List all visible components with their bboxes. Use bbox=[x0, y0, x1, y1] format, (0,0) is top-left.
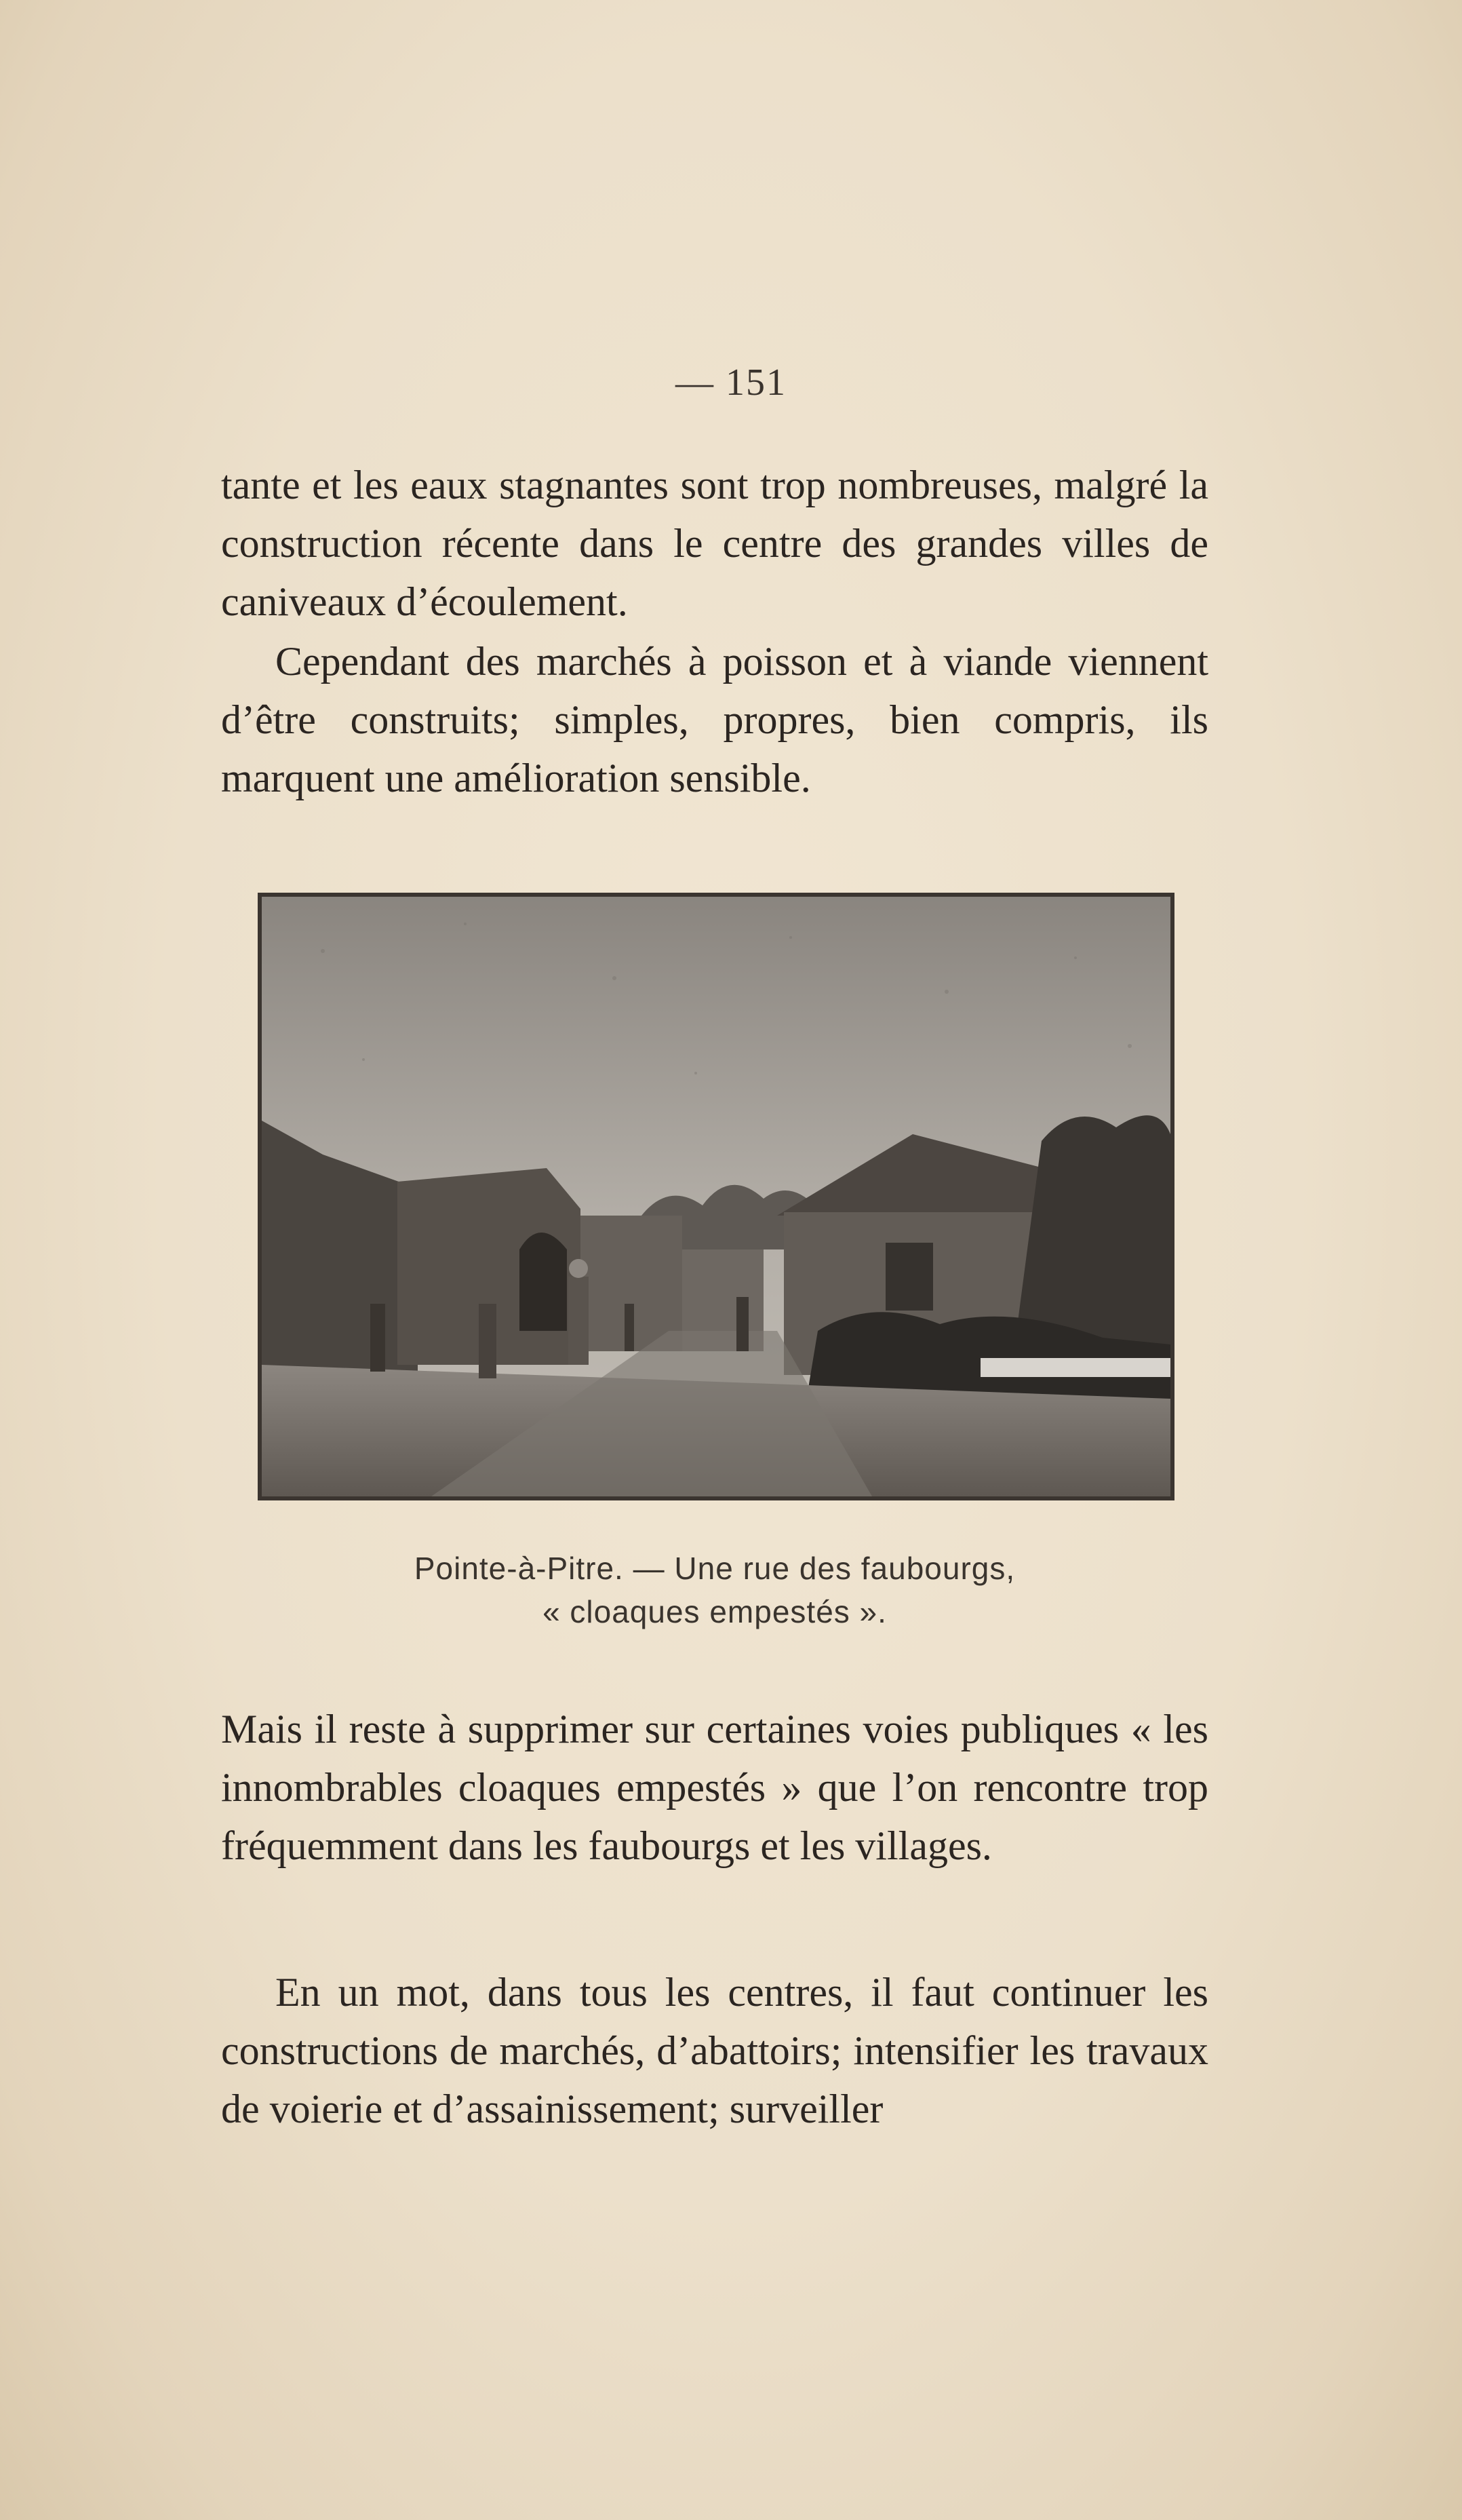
paragraph-3: Mais il reste à supprimer sur certaines voies publiques « les innombrables cloaques empestés » que l’on rencontre trop fréquemment dans les faubourgs et les villages. bbox=[221, 1707, 1208, 1868]
figure-caption bbox=[221, 1547, 1208, 1633]
street-photo-illustration bbox=[262, 897, 1170, 1496]
street-photograph bbox=[258, 893, 1174, 1500]
caption-line-1: Pointe-à-Pitre. — Une rue des faubourgs, bbox=[414, 1551, 1016, 1586]
paragraph-4: En un mot, dans tous les centres, il faut continuer les constructions de marchés, d’abattoirs; intensifier les travaux de voierie et d’assainissement; surveiller bbox=[221, 1970, 1208, 2131]
paragraph-1: tante et les eaux stagnantes sont trop nombreuses, malgré la construction récente dans le centre des grandes villes de caniveaux d’écoulement. bbox=[221, 463, 1208, 624]
paragraph-2: Cependant des marchés à poisson et à viande viennent d’être construits; simples, propres, bien compris, ils marquent une amélioration sensible. bbox=[221, 639, 1208, 800]
caption-line-2: « cloaques empestés ». bbox=[542, 1594, 887, 1629]
page-number: — 151 bbox=[675, 362, 787, 404]
